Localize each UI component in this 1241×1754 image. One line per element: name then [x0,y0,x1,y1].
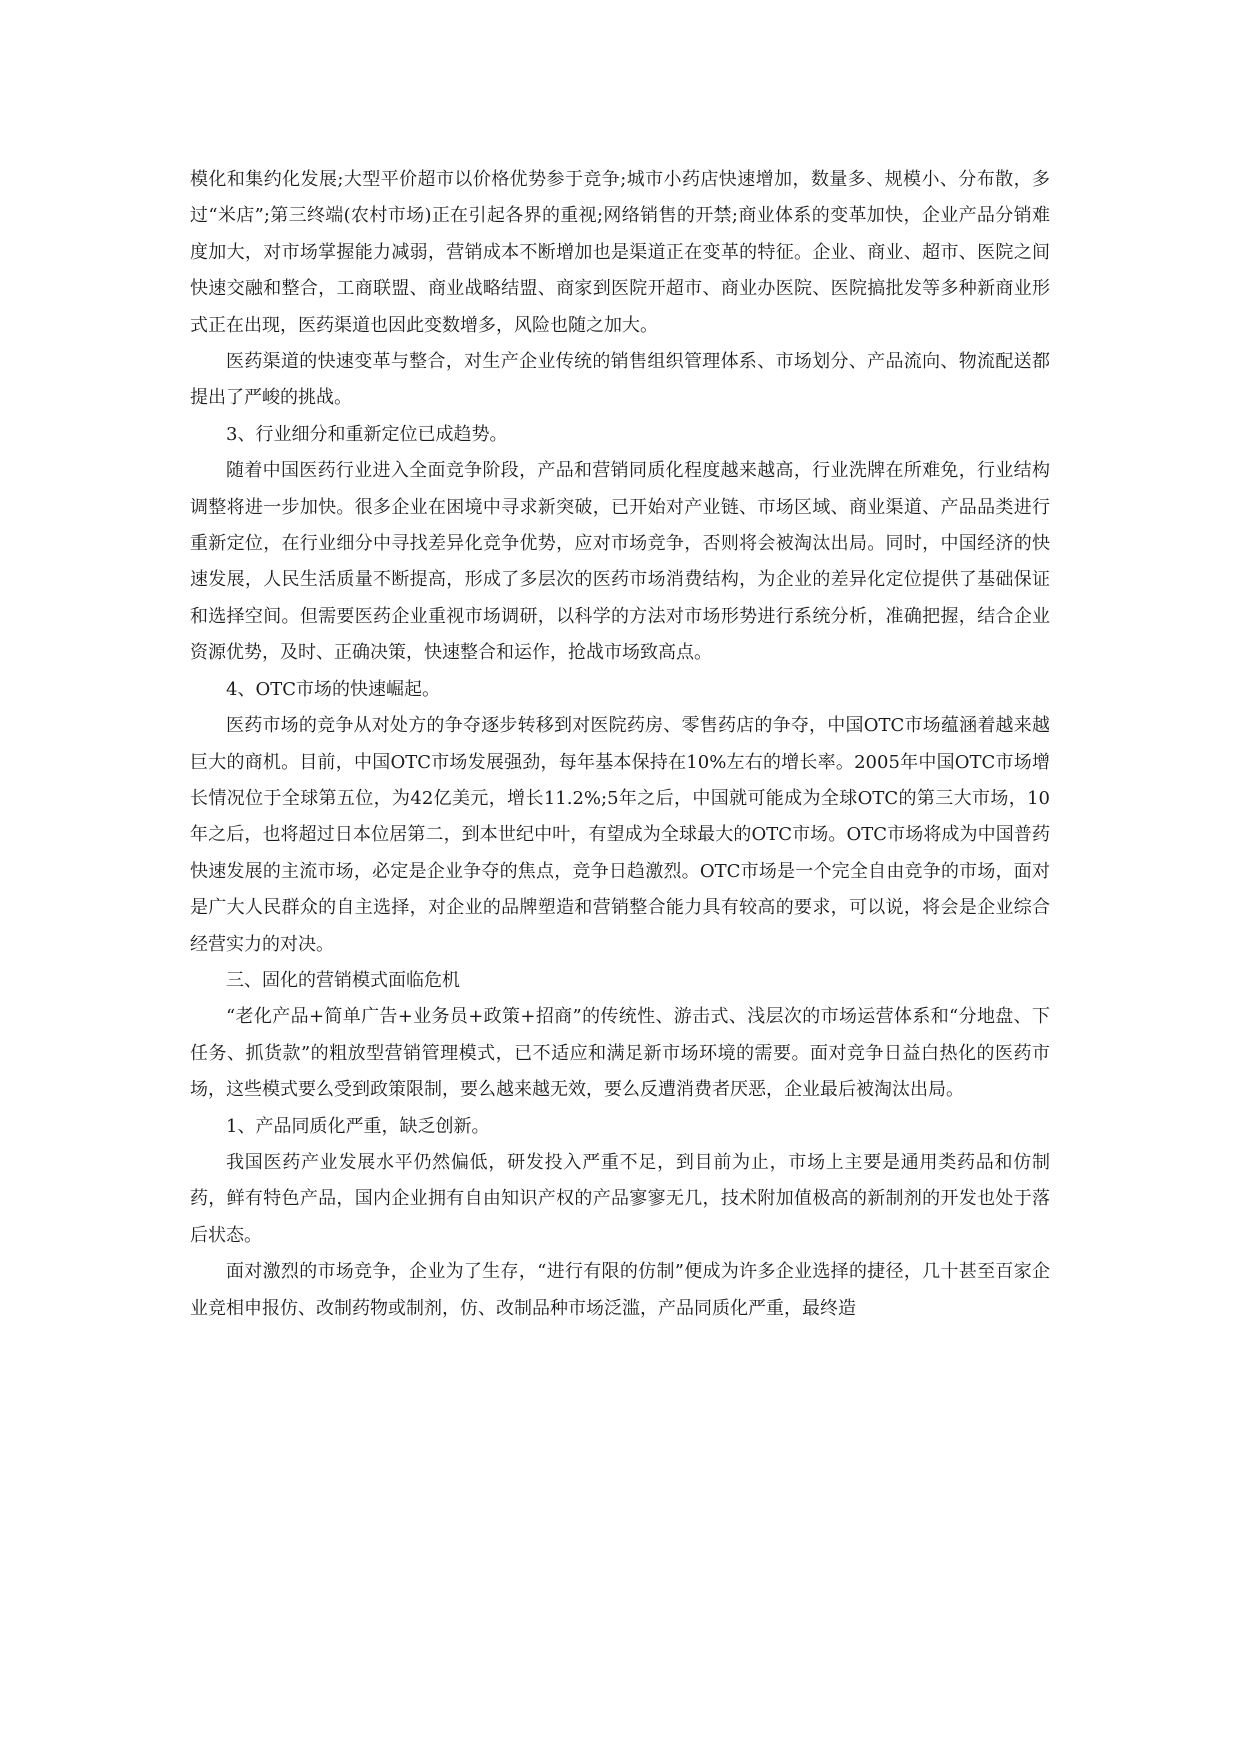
paragraph: “老化产品+简单广告+业务员+政策+招商”的传统性、游击式、浅层次的市场运营体系和“分地盘、下任务、抓货款”的粗放型营销管理模式，已不适应和满足新市场环境的需要。面对竞争日益白热化的医药市场，这些模式要么受到政策限制，要么越来越无效，要么反遭消费者厌恶，企业最后被淘汰出局。 [190,1006,1050,1101]
paragraph: 医药渠道的快速变革与整合，对生产企业传统的销售组织管理体系、市场划分、产品流向、物流配送都提出了严峻的挑战。 [190,351,1050,409]
section-heading: 三、固化的营销模式面临危机 [226,969,460,991]
paragraph: 模化和集约化发展;大型平价超市以价格优势参于竞争;城市小药店快速增加，数量多、规模小、分布散，多过“米店”;第三终端(农村市场)正在引起各界的重视;网络销售的开禁;商业体系的变革加快，企业产品分销难度加大，对市场掌握能力减弱，营销成本不断增加也是渠道正在变革的特征。企业、商业、超市、医院之间快速交融和整合，工商联盟、商业战略结盟、商家到医院开超市、商业办医院、医院搞批发等多种新商业形式正在出现，医药渠道也因此变数增多，风险也随之加大。 [190,169,1050,336]
section-heading: 4、OTC市场的快速崛起。 [226,678,440,700]
section-heading: 1、产品同质化严重，缺乏创新。 [226,1115,490,1137]
section-heading: 3、行业细分和重新定位已成趋势。 [226,423,508,445]
paragraph: 面对激烈的市场竞争，企业为了生存，“进行有限的仿制”便成为许多企业选择的捷径，几十甚至百家企业竞相申报仿、改制药物或制剂，仿、改制品种市场泛滥，产品同质化严重，最终造 [190,1261,1050,1319]
paragraph: 随着中国医药行业进入全面竞争阶段，产品和营销同质化程度越来越高，行业洗牌在所难免，行业结构调整将进一步加快。很多企业在困境中寻求新突破，已开始对产业链、市场区域、商业渠道、产品品类进行重新定位，在行业细分中寻找差异化竞争优势，应对市场竞争，否则将会被淘汰出局。同时，中国经济的快速发展，人民生活质量不断提高，形成了多层次的医药市场消费结构，为企业的差异化定位提供了基础保证和选择空间。但需要医药企业重视市场调研，以科学的方法对市场形势进行系统分析，准确把握，结合企业资源优势，及时、正确决策，快速整合和运作，抢战市场致高点。 [190,460,1050,664]
document-body [190,162,1050,1327]
paragraph: 我国医药产业发展水平仍然偏低，研发投入严重不足，到目前为止，市场上主要是通用类药品和仿制药，鲜有特色产品，国内企业拥有自由知识产权的产品寥寥无几，技术附加值极高的新制剂的开发也处于落后状态。 [190,1151,1050,1246]
paragraph: 医药市场的竞争从对处方的争夺逐步转移到对医院药房、零售药店的争夺，中国OTC市场蕴涵着越来越巨大的商机。目前，中国OTC市场发展强劲，每年基本保持在10%左右的增长率。2005年中国OTC市场增长情况位于全球第五位，为42亿美元，增长11.2%;5年之后，中国就可能成为全球OTC的第三大市场，10年之后，也将超过日本位居第二，到本世纪中叶，有望成为全球最大的OTC市场。OTC市场将成为中国普药快速发展的主流市场，必定是企业争夺的焦点，竞争日趋激烈。OTC市场是一个完全自由竞争的市场，面对是广大人民群众的自主选择，对企业的品牌塑造和营销整合能力具有较高的要求，可以说，将会是企业综合经营实力的对决。 [190,715,1050,955]
